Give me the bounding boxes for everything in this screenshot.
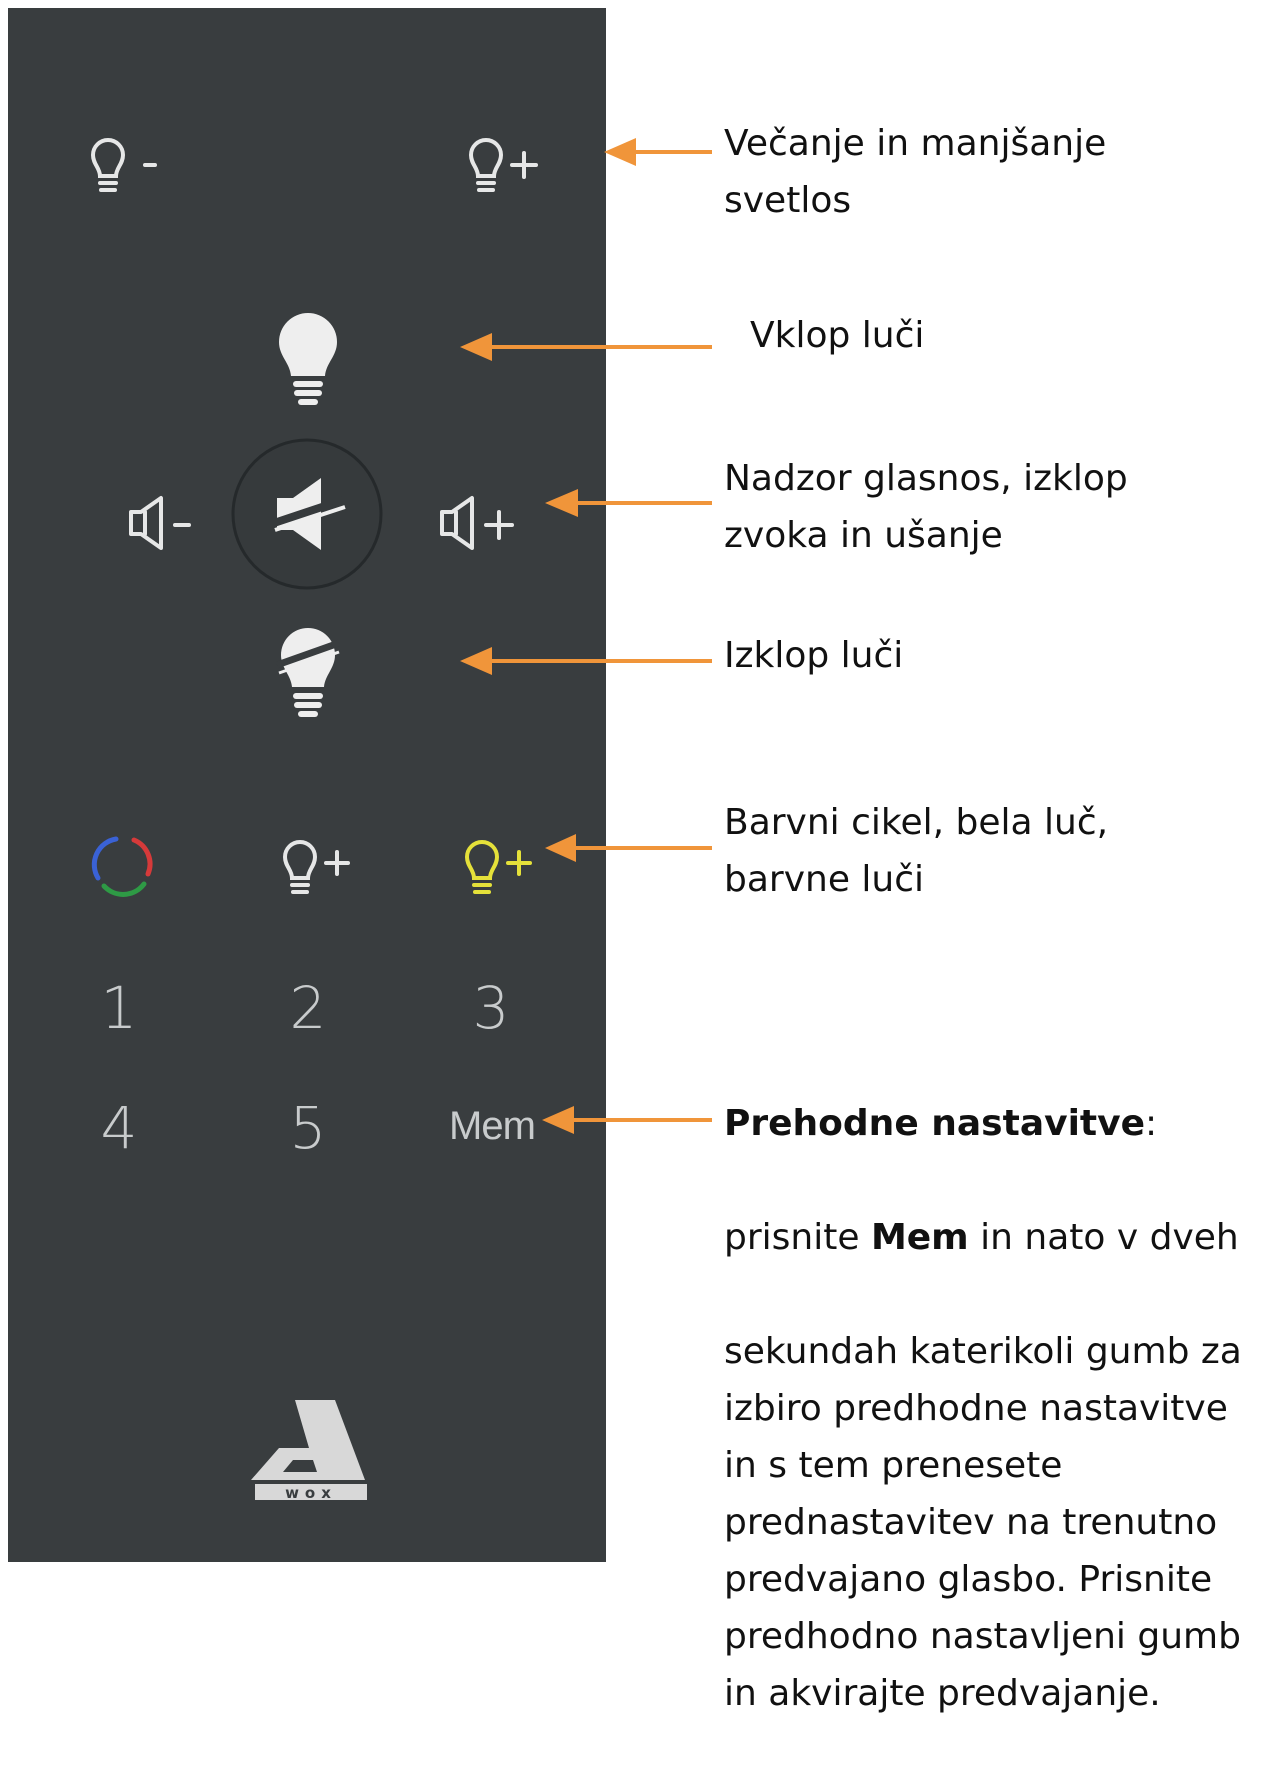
callout-brightness: Večanje in manjšanje svetlos	[724, 123, 1107, 221]
presets-title-suffix: :	[1145, 1103, 1158, 1144]
callout-color: Barvni cikel, bela luč, barvne luči	[724, 802, 1109, 900]
callout-presets	[724, 1038, 1276, 1779]
callout-light-off: Izklop luči	[724, 635, 904, 676]
presets-line1-pre: prisnite	[724, 1217, 871, 1258]
presets-rest: sekundah katerikoli gumb za izbiro predhodne nastavitve in s tem prenesete prednastavitev na trenutno predvajano glasbo. Prisnite predhodno nastavljeni gumb in akvirajte predvajanje.	[724, 1331, 1242, 1714]
callout-volume: Nadzor glasnos, izklop zvoka in ušanje	[724, 458, 1128, 556]
presets-title: Prehodne nastavitve	[724, 1103, 1146, 1144]
mem-button[interactable]: Mem	[449, 1104, 535, 1148]
preset-1-button[interactable]: 1	[100, 974, 138, 1042]
svg-text:wox: wox	[285, 1484, 337, 1502]
presets-line1-post: in nato v dveh	[968, 1217, 1239, 1258]
preset-2-button[interactable]: 2	[289, 974, 327, 1042]
preset-3-button[interactable]: 3	[472, 974, 510, 1042]
callout-light-on: Vklop luči	[750, 315, 925, 356]
preset-4-button[interactable]: 4	[100, 1094, 138, 1162]
preset-5-button[interactable]: 5	[289, 1094, 327, 1162]
presets-line1-bold: Mem	[870, 1217, 969, 1258]
